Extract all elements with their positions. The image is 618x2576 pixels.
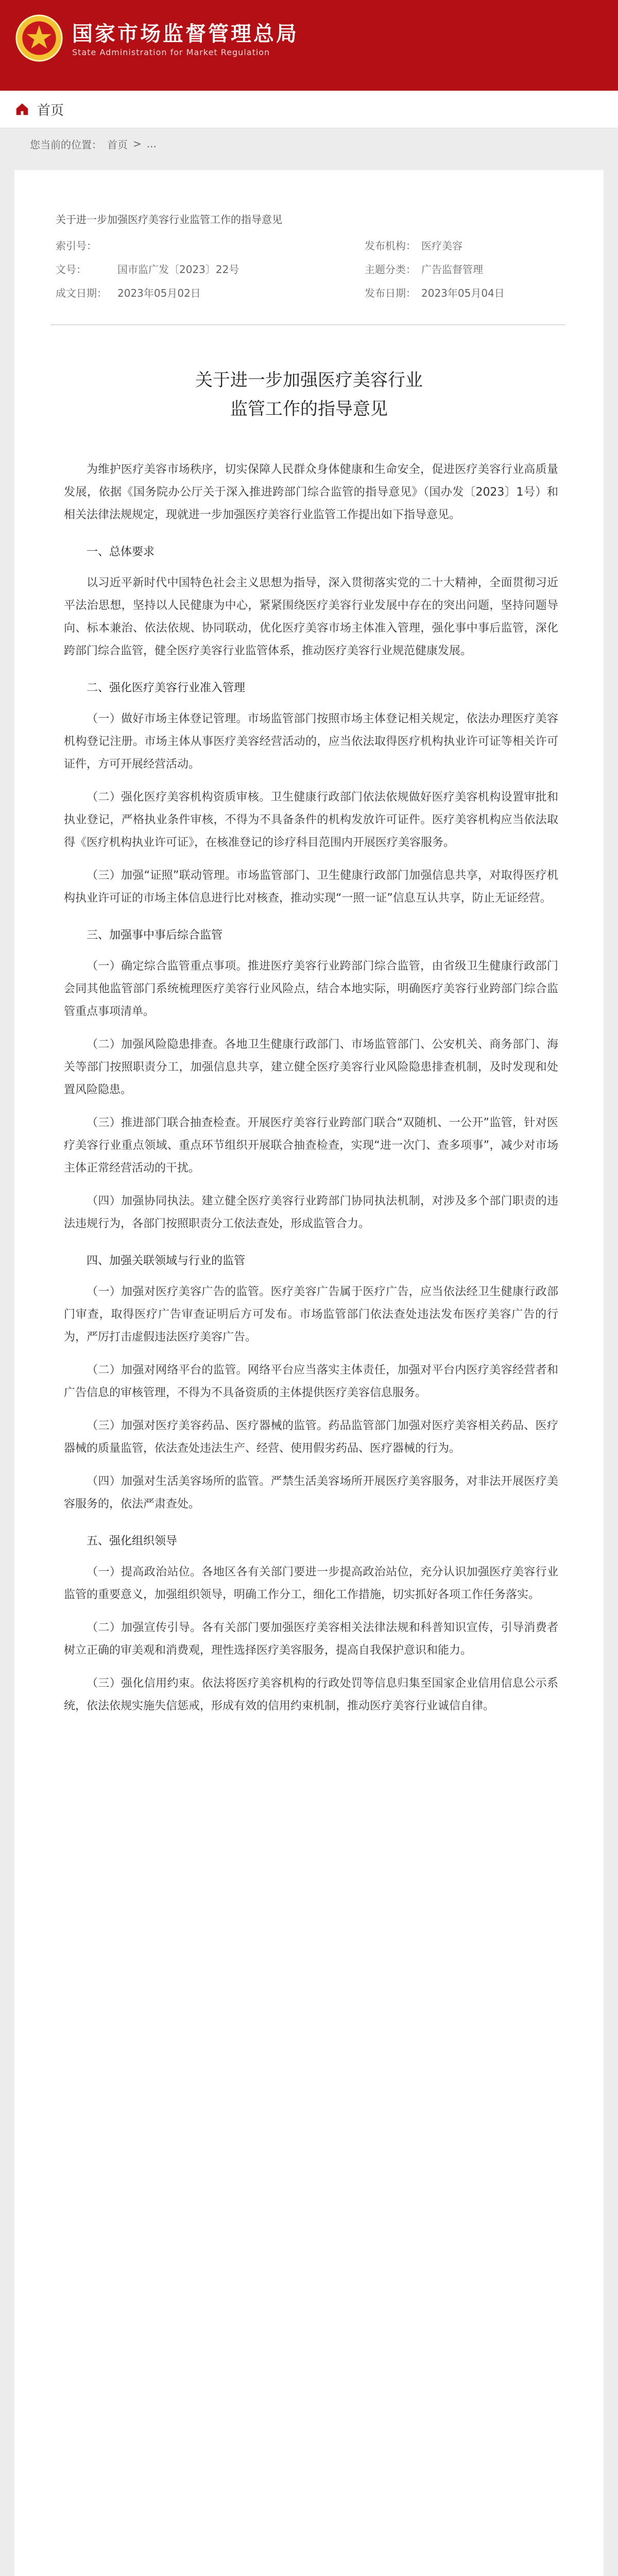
breadcrumb-current[interactable]: ... <box>146 138 157 150</box>
article-panel <box>14 170 604 2576</box>
document-title-line1: 关于进一步加强医疗美容行业 <box>195 370 423 391</box>
meta-value: 广告监督管理 <box>421 263 483 276</box>
meta-key: 索引号： <box>56 240 97 252</box>
paragraph: （三）强化信用约束。依法将医疗美容机构的行政处罚等信息归集至国家企业信用信息公示系统，依法依规实施失信惩戒，形成有效的信用约束机制，推动医疗美容行业诚信自律。 <box>64 1677 558 1713</box>
paragraph: （二）加强风险隐患排查。各地卫生健康行政部门、市场监管部门、公安机关、商务部门、海关等部门按照职责分工，加强信息共享，建立健全医疗美容行业风险隐患排查机制，及时发现和处置风险隐患。 <box>64 1038 558 1096</box>
meta-key: 发布机构： <box>365 240 416 252</box>
meta-value: 2023年05月04日 <box>421 287 505 299</box>
paragraph: （二）加强对网络平台的监管。网络平台应当落实主体责任，加强对平台内医疗美容经营者和广告信息的审核管理，不得为不具备资质的主体提供医疗美容信息服务。 <box>64 1364 558 1399</box>
meta-value <box>117 237 365 255</box>
document-title-line2: 监管工作的指导意见 <box>230 399 388 419</box>
paragraph: （四）加强对生活美容场所的监管。严禁生活美容场所开展医疗美容服务，对非法开展医疗美容服务的，依法严肃查处。 <box>64 1475 558 1511</box>
site-header <box>0 0 618 91</box>
meta-value: 国市监广发〔2023〕22号 <box>117 263 239 276</box>
section-heading: 三、加强事中事后综合监管 <box>87 929 223 942</box>
nav-home-link[interactable]: 首页 <box>37 103 64 118</box>
site-title: 国家市场监督管理总局 <box>72 22 299 46</box>
paragraph: （三）加强“证照”联动管理。市场监管部门、卫生健康行政部门加强信息共享，对取得医疗机构执业许可证的市场主体信息进行比对核查，推动实现“一照一证”信息互认共享，防止无证经营。 <box>64 869 558 905</box>
paragraph: （二）强化医疗美容机构资质审核。卫生健康行政部门依法依规做好医疗美容机构设置审批和执业登记，严格执业条件审核，不得为不具备条件的机构发放许可证件。医疗美容机构应当依法取得《医疗机构执业许可证》，在核准登记的诊疗科目范围内开展医疗美容服务。 <box>64 791 558 849</box>
section-heading: 二、强化医疗美容行业准入管理 <box>87 682 246 694</box>
breadcrumb-separator: > <box>133 138 142 150</box>
paragraph: 为维护医疗美容市场秩序，切实保障人民群众身体健康和生命安全，促进医疗美容行业高质量发展，依据《国务院办公厅关于深入推进跨部门综合监管的指导意见》（国办发〔2023〕1号）和相关法律法规规定，现就进一步加强医疗美容行业监管工作提出如下指导意见。 <box>64 463 558 521</box>
paragraph: （一）提高政治站位。各地区各有关部门要进一步提高政治站位，充分认识加强医疗美容行业监管的重要意义，加强组织领导，明确工作分工，细化工作措施，切实抓好各项工作任务落实。 <box>64 1566 558 1601</box>
paragraph: （一）确定综合监管重点事项。推进医疗美容行业跨部门综合监管，由省级卫生健康行政部门会同其他监管部门系统梳理医疗美容行业风险点，结合本地实际，明确医疗美容行业跨部门综合监管重点事项清单。 <box>64 960 558 1018</box>
meta-title: 关于进一步加强医疗美容行业监管工作的指导意见 <box>56 213 282 226</box>
meta-value: 2023年05月02日 <box>117 287 201 299</box>
document-metadata <box>56 237 571 302</box>
meta-key: 发布日期： <box>365 287 416 299</box>
paragraph: （三）加强对医疗美容药品、医疗器械的监管。药品监管部门加强对医疗美容相关药品、医疗器械的质量监管，依法查处违法生产、经营、使用假劣药品、医疗器械的行为。 <box>64 1419 558 1455</box>
national-emblem-icon <box>14 13 64 63</box>
section-heading: 四、加强关联领域与行业的监管 <box>87 1255 246 1267</box>
meta-key: 文号： <box>56 263 87 276</box>
paragraph: （二）加强宣传引导。各有关部门要加强医疗美容相关法律法规和科普知识宣传，引导消费者树立正确的审美观和消费观，理性选择医疗美容服务，提高自我保护意识和能力。 <box>64 1621 558 1657</box>
section-heading: 一、总体要求 <box>87 546 155 558</box>
meta-key: 主题分类： <box>365 263 416 276</box>
breadcrumb <box>0 128 618 159</box>
meta-value: 医疗美容 <box>421 240 462 252</box>
paragraph: 以习近平新时代中国特色社会主义思想为指导，深入贯彻落实党的二十大精神，全面贯彻习近平法治思想，坚持以人民健康为中心，紧紧围绕医疗美容行业发展中存在的突出问题，坚持问题导向、标本兼治、依法依规、协同联动，优化医疗美容市场主体准入管理，强化事中事后监管，深化跨部门综合监管，健全医疗美容行业监管体系，推动医疗美容行业规范健康发展。 <box>64 577 558 657</box>
top-nav <box>0 91 618 128</box>
paragraph: （四）加强协同执法。建立健全医疗美容行业跨部门协同执法机制，对涉及多个部门职责的违法违规行为，各部门按照职责分工依法查处，形成监管合力。 <box>64 1195 558 1230</box>
breadcrumb-prefix: 您当前的位置： <box>30 138 102 151</box>
paragraph: （一）加强对医疗美容广告的监管。医疗美容广告属于医疗广告，应当依法经卫生健康行政部门审查，取得医疗广告审查证明后方可发布。市场监管部门依法查处违法发布医疗美容广告的行为，严厉打击虚假违法医疗美容广告。 <box>64 1285 558 1344</box>
document-body <box>64 459 558 1728</box>
site-subtitle: State Administration for Market Regulation <box>72 47 270 57</box>
paragraph: （一）做好市场主体登记管理。市场监管部门按照市场主体登记相关规定，依法办理医疗美容机构登记注册。市场主体从事医疗美容经营活动的，应当依法取得医疗机构执业许可证等相关许可证件，方可开展经营活动。 <box>64 713 558 771</box>
home-icon[interactable] <box>14 101 30 117</box>
meta-key: 成文日期： <box>56 287 107 299</box>
section-heading: 五、强化组织领导 <box>87 1535 178 1548</box>
paragraph: （三）推进部门联合抽查检查。开展医疗美容行业跨部门联合“双随机、一公开”监管，针对医疗美容行业重点领域、重点环节组织开展联合抽查检查，实现“进一次门、查多项事”，减少对市场主体正常经营活动的干扰。 <box>64 1116 558 1175</box>
breadcrumb-home[interactable]: 首页 <box>107 138 128 151</box>
